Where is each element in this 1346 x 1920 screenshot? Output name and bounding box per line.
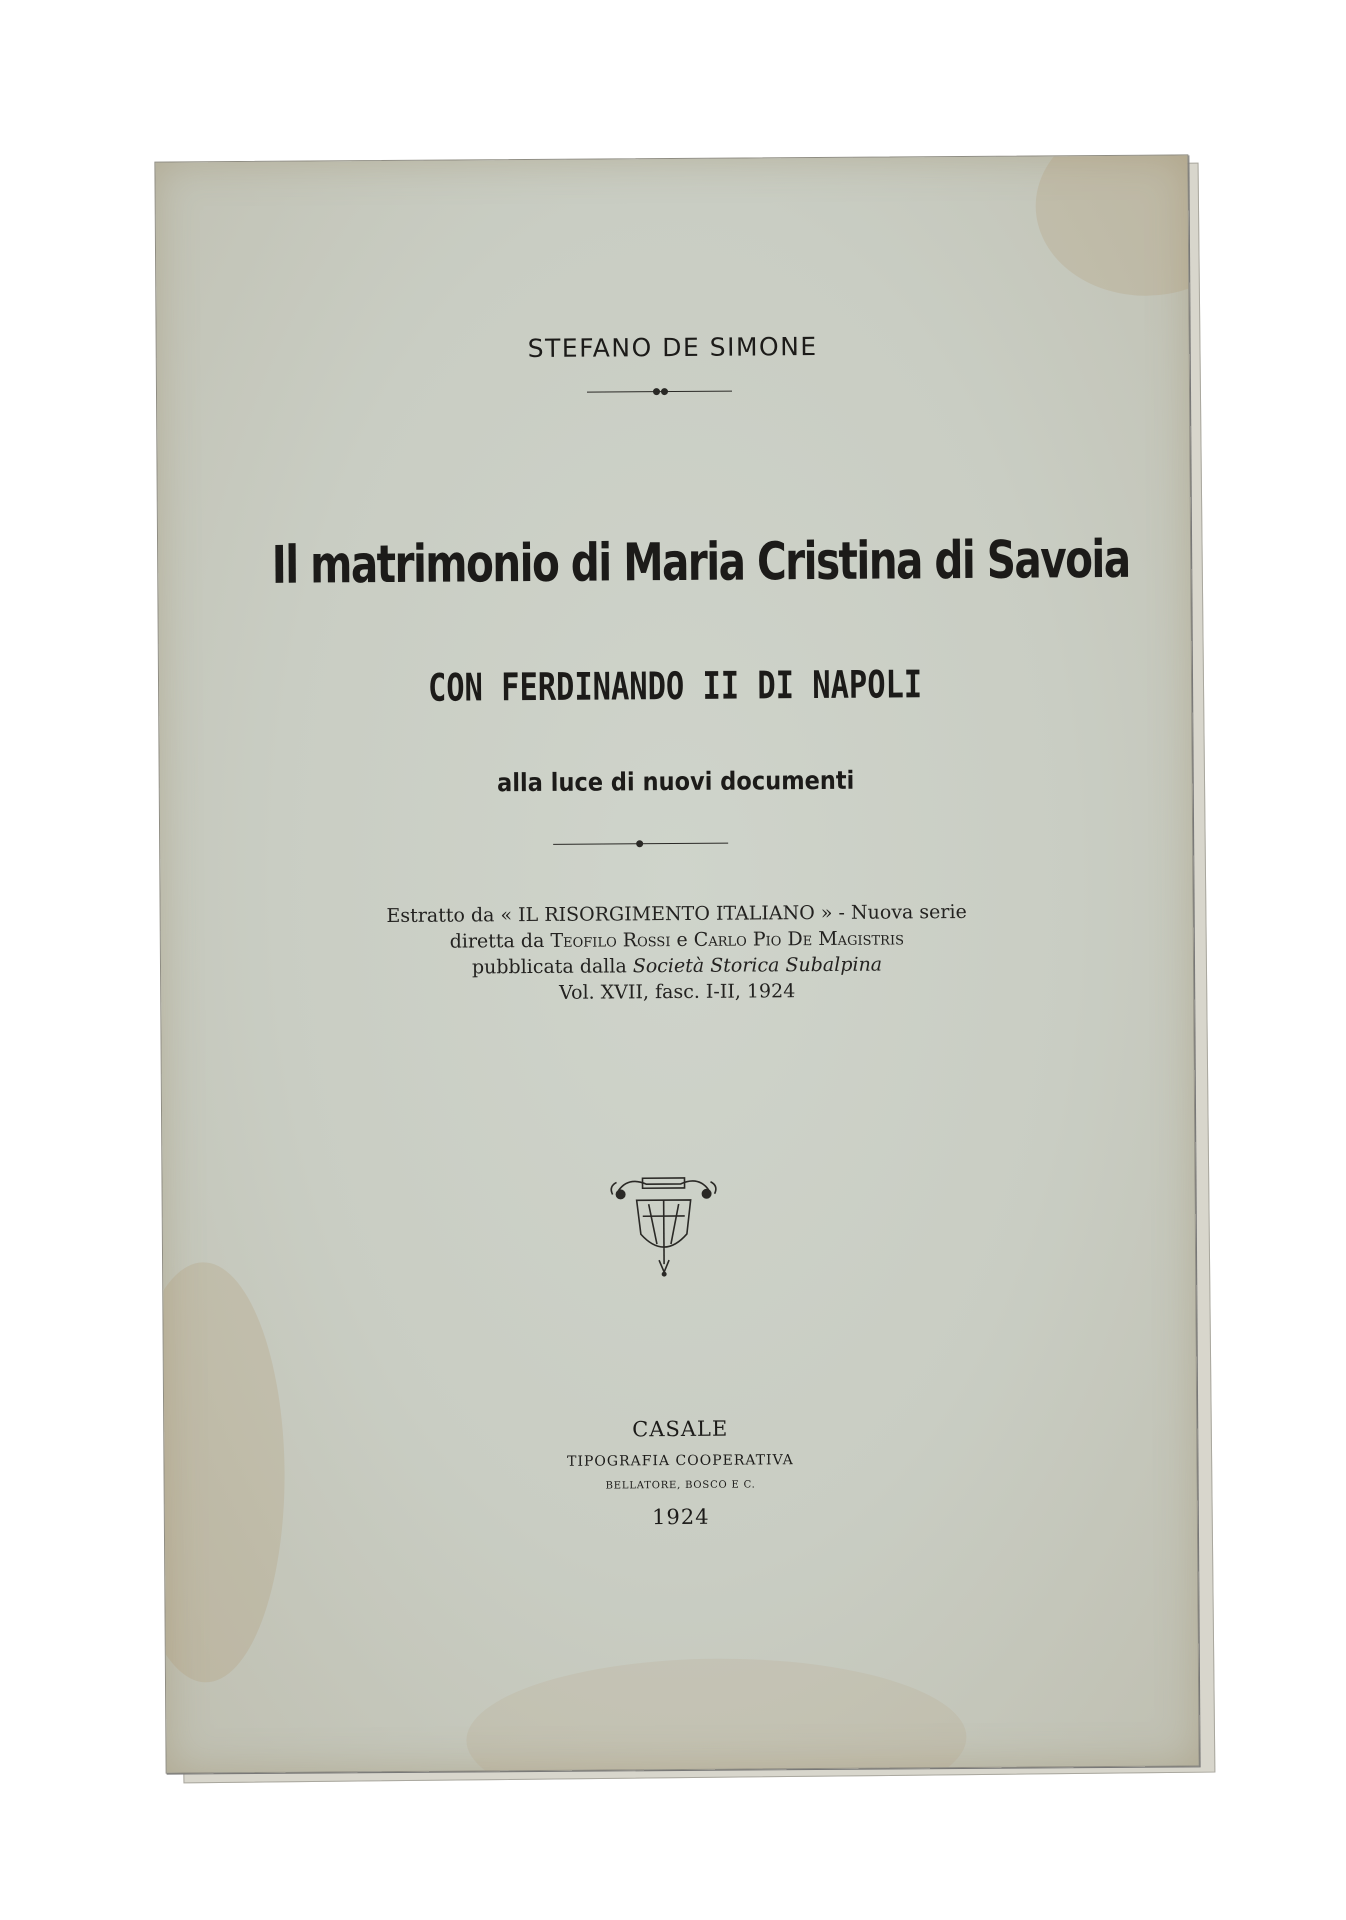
foxing-stain — [466, 1657, 967, 1774]
extract-line-4: Vol. XVII, fasc. I-II, 1924 — [559, 980, 796, 1004]
rule-dot — [653, 388, 660, 395]
imprint-place: CASALE — [632, 1416, 729, 1442]
printer-mark-emblem-icon — [598, 1164, 729, 1285]
extract-published-by: pubblicata dalla — [471, 955, 627, 979]
imprint-printer-partners: BELLATORE, BOSCO E C. — [605, 1479, 756, 1492]
book-title: Il matrimonio di Maria Cristina di Savoia — [271, 529, 1130, 596]
extract-line-3 — [161, 951, 1193, 980]
editor-name-1: Teofilo Rossi — [550, 929, 671, 952]
booklet-cover — [154, 154, 1199, 1773]
author-name: STEFANO DE SIMONE — [527, 332, 818, 364]
rule-dot — [636, 840, 643, 847]
ornamental-rule-top — [587, 391, 732, 393]
foxing-stain — [1035, 154, 1200, 296]
editor-name-2: Carlo Pio De Magistris — [693, 927, 905, 951]
rule-dot — [661, 388, 668, 395]
extract-and: e — [676, 928, 688, 952]
extract-line-1: Estratto da « IL RISORGIMENTO ITALIANO » - Nuova serie — [386, 900, 967, 928]
extract-line-2 — [161, 925, 1193, 954]
extract-directed-by: diretta da — [449, 929, 545, 953]
imprint-year: 1924 — [652, 1504, 710, 1530]
book-tagline: alla luce di nuovi documenti — [496, 765, 855, 798]
imprint-printer: TIPOGRAFIA COOPERATIVA — [567, 1452, 794, 1470]
society-name: Società Storica Subalpina — [632, 953, 883, 978]
ornamental-rule-middle — [553, 843, 728, 845]
book-subtitle: CON FERDINANDO II DI NAPOLI — [427, 662, 923, 710]
